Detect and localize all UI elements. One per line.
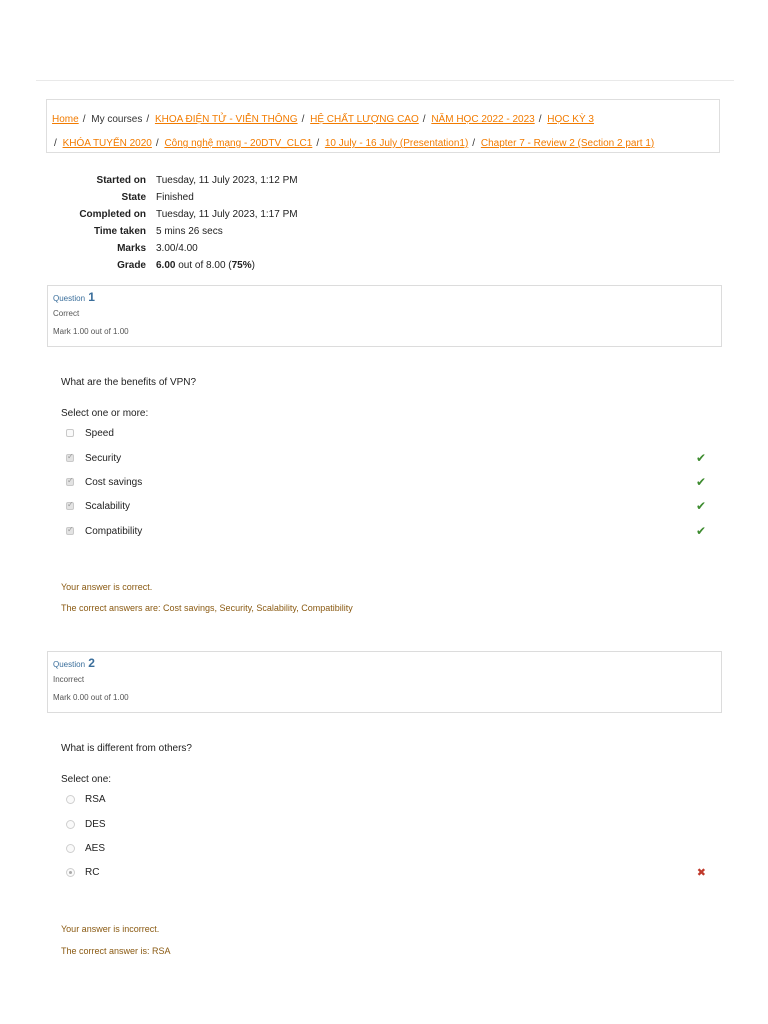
time-taken-value: 5 mins 26 secs xyxy=(156,226,223,237)
q2-option-rc[interactable]: RC ✖ xyxy=(66,863,706,881)
breadcrumb-program[interactable]: HỆ CHẤT LƯỢNG CAO xyxy=(310,114,419,125)
breadcrumb-course[interactable]: Công nghệ mạng - 20DTV_CLC1 xyxy=(164,138,313,149)
summary-started-row: Started on Tuesday, 11 July 2023, 1:12 PM xyxy=(40,172,298,189)
completed-on-value: Tuesday, 11 July 2023, 1:17 PM xyxy=(156,209,298,220)
summary-completed-row: Completed on Tuesday, 11 July 2023, 1:17 PM xyxy=(40,206,298,223)
breadcrumb-semester[interactable]: HỌC KỲ 3 xyxy=(547,114,594,125)
q2-option-rsa[interactable]: RSA xyxy=(66,790,706,808)
question-1-state: Correct xyxy=(53,309,80,318)
question-1-info xyxy=(47,285,722,347)
checkbox[interactable] xyxy=(66,527,74,535)
question-1-right-answer: The correct answers are: Cost savings, Security, Scalability, Compatibility xyxy=(61,603,353,613)
question-2-mark: Mark 0.00 out of 1.00 xyxy=(53,693,129,702)
checkbox[interactable] xyxy=(66,502,74,510)
breadcrumb-week[interactable]: 10 July - 16 July (Presentation1) xyxy=(324,138,469,149)
check-icon: ✔ xyxy=(695,451,706,465)
question-2-prompt: Select one: xyxy=(61,774,112,785)
question-2-right-answer: The correct answer is: RSA xyxy=(61,946,171,956)
radio[interactable] xyxy=(66,820,75,829)
radio[interactable] xyxy=(66,868,75,877)
q1-option-compatibility[interactable]: ✓ Compatibility ✔ xyxy=(66,522,706,540)
question-2-state: Incorrect xyxy=(53,675,85,684)
breadcrumb: Home / My courses / KHOA ĐIỆN TỬ - VIỄN THÔNG / HỆ CHẤT LƯỢNG CAO / NĂM HỌC 2022 - 2023 / HỌC KỲ 3 / KHÓA TUYỂN 2020 / Công nghệ mạng - 20DTV_CLC1 / 10 July - 16 July (Presentation1) / Chapter 7 - Review 2 (Section 2 part 1) xyxy=(46,99,720,153)
attempt-summary xyxy=(40,172,298,274)
breadcrumb-quiz[interactable]: Chapter 7 - Review 2 (Section 2 part 1) xyxy=(480,138,655,149)
top-divider xyxy=(36,80,734,81)
state-value: Finished xyxy=(156,192,194,203)
question-1-mark: Mark 1.00 out of 1.00 xyxy=(53,327,129,336)
started-on-value: Tuesday, 11 July 2023, 1:12 PM xyxy=(156,175,298,186)
q1-option-security[interactable]: ✓ Security ✔ xyxy=(66,449,706,467)
checkbox[interactable] xyxy=(66,429,74,437)
summary-time-row: Time taken 5 mins 26 secs xyxy=(40,223,298,240)
q1-option-scalability[interactable]: ✓ Scalability ✔ xyxy=(66,497,706,515)
question-1-prompt: Select one or more: xyxy=(61,408,149,419)
q2-option-des[interactable]: DES xyxy=(66,815,706,833)
question-2-number: Question 2 xyxy=(53,656,95,670)
summary-grade-row: Grade 6.00 out of 8.00 (75%) xyxy=(40,257,298,274)
checkbox[interactable] xyxy=(66,478,74,486)
question-1-text: What are the benefits of VPN? xyxy=(61,377,197,388)
marks-value: 3.00/4.00 xyxy=(156,243,198,254)
breadcrumb-faculty[interactable]: KHOA ĐIỆN TỬ - VIỄN THÔNG xyxy=(154,114,298,125)
summary-state-row: State Finished xyxy=(40,189,298,206)
breadcrumb-my-courses: My courses xyxy=(91,114,143,125)
question-2-feedback: Your answer is incorrect. xyxy=(61,924,160,934)
q2-option-aes[interactable]: AES xyxy=(66,839,706,857)
cross-icon: ✖ xyxy=(696,866,706,879)
breadcrumb-cohort[interactable]: KHÓA TUYỂN 2020 xyxy=(62,138,152,149)
q1-option-cost-savings[interactable]: ✓ Cost savings ✔ xyxy=(66,473,706,491)
question-1-feedback: Your answer is correct. xyxy=(61,582,153,592)
q1-option-speed[interactable]: Speed xyxy=(66,424,706,442)
check-icon: ✔ xyxy=(695,499,706,513)
grade-value: 6.00 out of 8.00 (75%) xyxy=(156,260,255,271)
summary-marks-row: Marks 3.00/4.00 xyxy=(40,240,298,257)
checkbox[interactable] xyxy=(66,454,74,462)
question-2-text: What is different from others? xyxy=(61,743,192,754)
breadcrumb-school-year[interactable]: NĂM HỌC 2022 - 2023 xyxy=(431,114,535,125)
question-2-info xyxy=(47,651,722,713)
radio[interactable] xyxy=(66,795,75,804)
check-icon: ✔ xyxy=(695,524,706,538)
question-1-number: Question 1 xyxy=(53,290,95,304)
radio[interactable] xyxy=(66,844,75,853)
breadcrumb-home[interactable]: Home xyxy=(52,114,79,125)
check-icon: ✔ xyxy=(695,475,706,489)
